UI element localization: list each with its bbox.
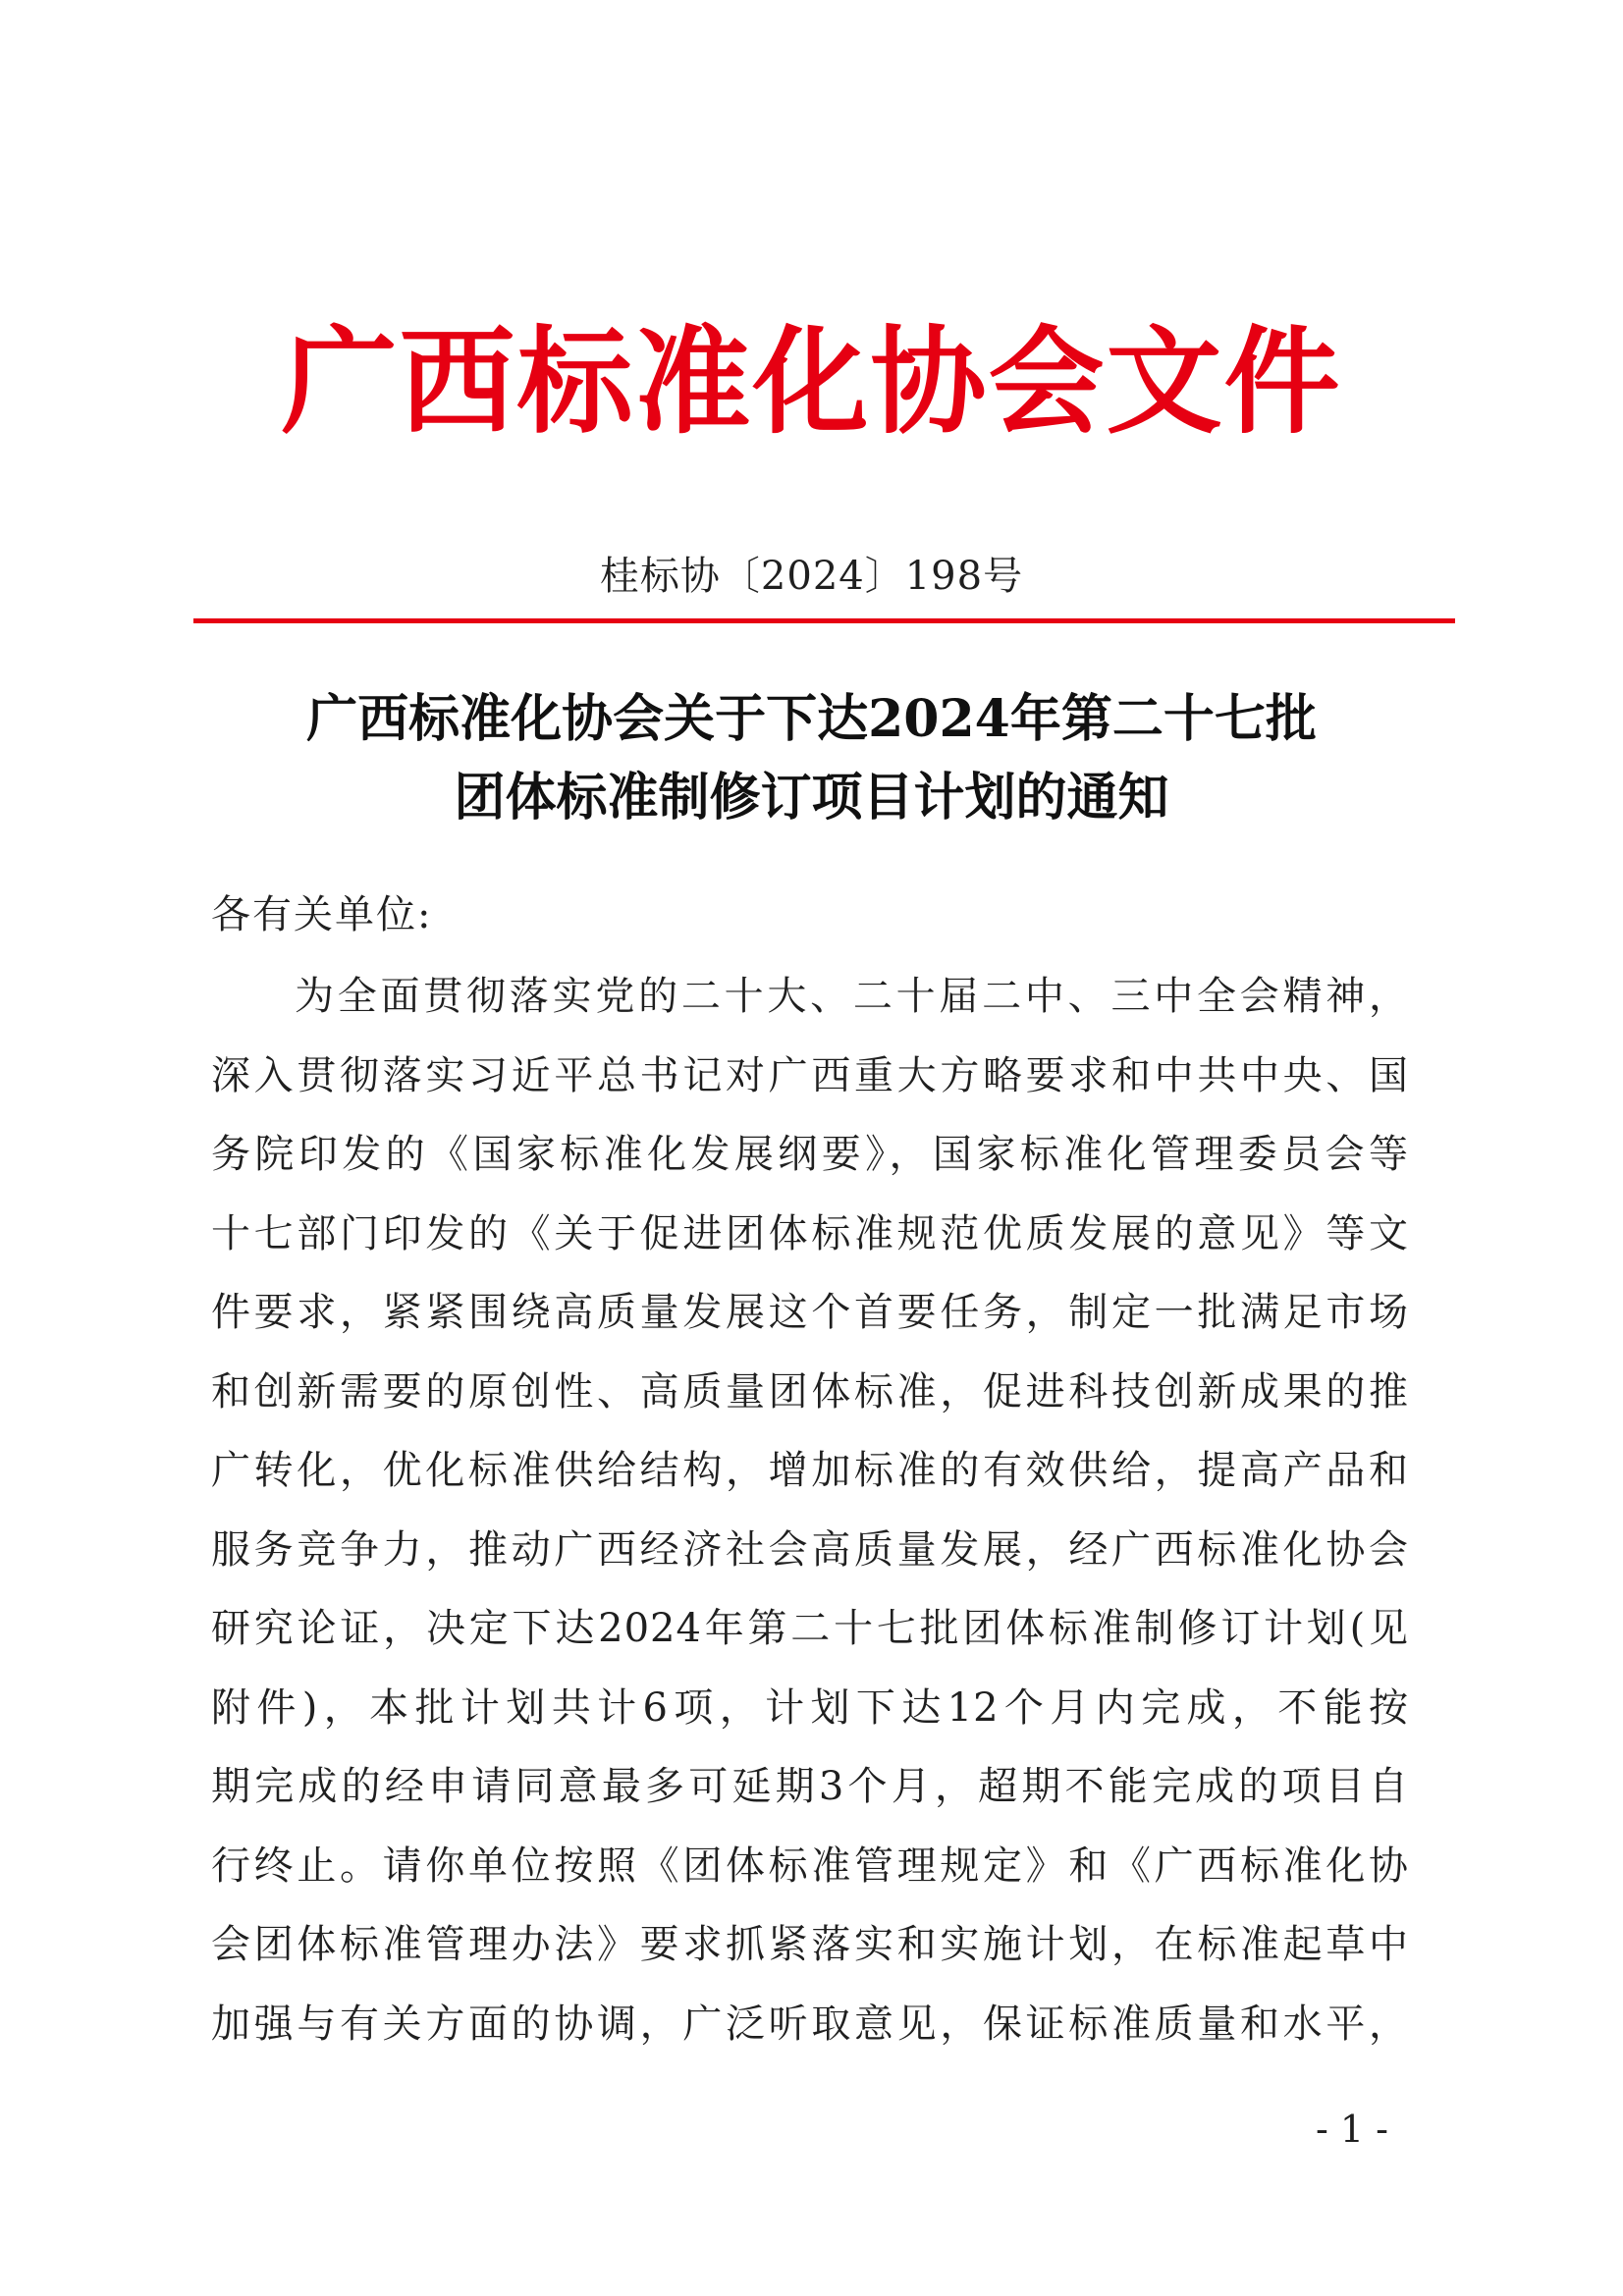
body-paragraph-line: 十七部门印发的《关于促进团体标准规范优质发展的意见》等文 (211, 1211, 1409, 1256)
body-paragraph-line: 和创新需要的原创性、高质量团体标准，促进科技创新成果的推 (211, 1369, 1409, 1415)
body-paragraph-line: 期完成的经申请同意最多可延期3个月，超期不能完成的项目自 (211, 1764, 1409, 1809)
body-paragraph-line: 件要求，紧紧围绕高质量发展这个首要任务，制定一批满足市场 (211, 1290, 1409, 1335)
body-paragraph-line: 加强与有关方面的协调，广泛听取意见，保证标准质量和水平， (211, 2002, 1409, 2047)
body-paragraph-line: 广转化，优化标准供给结构，增加标准的有效供给，提高产品和 (211, 1448, 1409, 1493)
salutation: 各有关单位: (211, 892, 433, 937)
masthead-title: 广西标准化协会文件 (281, 314, 1342, 450)
body-paragraph-line: 服务竞争力，推动广西经济社会高质量发展，经广西标准化协会 (211, 1527, 1409, 1573)
document-number: 桂标协〔2024〕198号 (599, 554, 1024, 599)
notice-title-line-1: 广西标准化协会关于下达2024年第二十七批 (306, 689, 1317, 749)
page-number: - 1 - (1316, 2108, 1389, 2151)
body-paragraph-line: 行终止。请你单位按照《团体标准管理规定》和《广西标准化协 (211, 1843, 1409, 1889)
red-divider-line (193, 618, 1455, 623)
body-paragraph-line: 深入贯彻落实习近平总书记对广西重大方略要求和中共中央、国 (211, 1053, 1409, 1098)
notice-title-line-2: 团体标准制修订项目计划的通知 (454, 768, 1169, 828)
body-paragraph-line: 会团体标准管理办法》要求抓紧落实和实施计划，在标准起草中 (211, 1922, 1409, 1967)
body-paragraph-line: 务院印发的《国家标准化发展纲要》，国家标准化管理委员会等 (211, 1132, 1409, 1177)
body-paragraph-line: 研究论证，决定下达2024年第二十七批团体标准制修订计划(见 (211, 1606, 1409, 1651)
body-paragraph-line: 附件)，本批计划共计6项，计划下达12个月内完成，不能按 (211, 1685, 1409, 1731)
body-paragraph-line: 为全面贯彻落实党的二十大、二十届二中、三中全会精神， (295, 974, 1409, 1019)
